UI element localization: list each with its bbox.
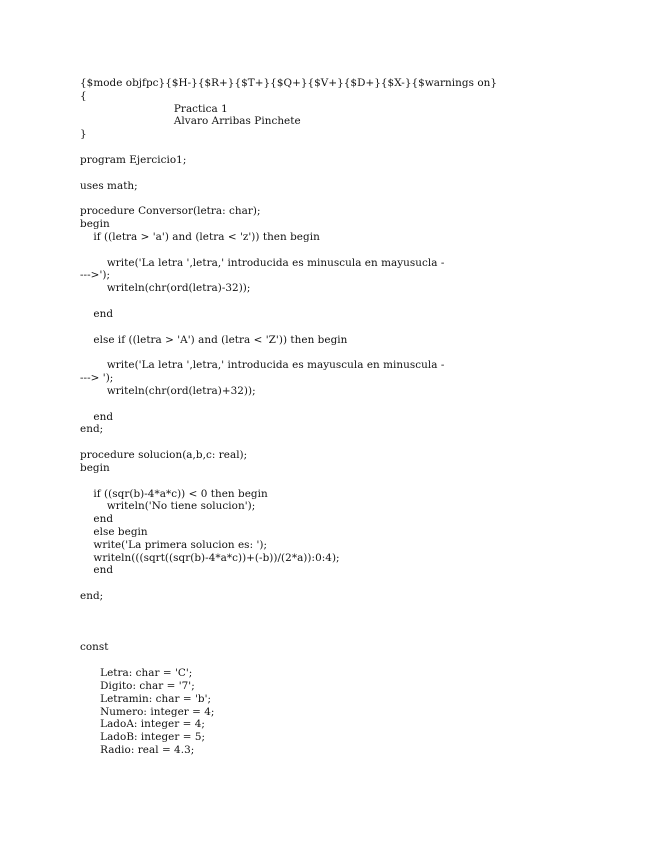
code-line: program Ejercicio1; (80, 153, 187, 166)
source-code (80, 77, 497, 757)
code-line: Letra: char = 'C'; (80, 667, 193, 680)
code-line (80, 295, 497, 308)
code-line (80, 167, 497, 180)
code-line: else begin (80, 525, 148, 538)
code-line: Radio: real = 4.3; (80, 744, 195, 757)
code-line: else if ((letra > 'A') and (letra < 'Z')) then begin (80, 333, 348, 346)
code-line: write('La letra ',letra,' introducida es mayuscula en minuscula - (80, 359, 445, 372)
code-line: {$mode objfpc}{$H-}{$R+}{$T+}{$Q+}{$V+}{$D+}{$X-}{$warnings on} (80, 77, 498, 89)
code-line: { (80, 89, 87, 102)
code-line: end (80, 307, 114, 320)
code-line: writeln(((sqrt((sqr(b)-4*a*c))+(-b))/(2*a)):0:4); (80, 551, 340, 564)
code-line: begin (80, 218, 110, 231)
code-line: procedure Conversor(letra: char); (80, 205, 261, 218)
code-line (80, 244, 497, 257)
code-line: const (80, 641, 109, 654)
code-line: Letramin: char = 'b'; (80, 692, 212, 705)
code-line (80, 141, 497, 154)
code-line (80, 654, 497, 667)
code-line: if ((letra > 'a') and (letra < 'z')) then begin (80, 230, 320, 243)
code-line: writeln(chr(ord(letra)+32)); (80, 384, 256, 397)
code-line: ---> '); (80, 372, 114, 385)
code-line (80, 192, 497, 205)
code-line: writeln(chr(ord(letra)-32)); (80, 282, 251, 295)
code-line: Digito: char = '7'; (80, 679, 195, 692)
code-line: } (80, 128, 87, 141)
code-line (80, 603, 497, 616)
code-line: LadoA: integer = 4; (80, 718, 205, 731)
code-line (80, 436, 497, 449)
code-line: Alvaro Arribas Pinchete (80, 115, 301, 128)
code-line: Numero: integer = 4; (80, 705, 215, 718)
code-line (80, 577, 497, 590)
code-line: end; (80, 590, 104, 603)
code-line: procedure solucion(a,b,c: real); (80, 449, 248, 462)
code-line: end (80, 513, 114, 526)
code-line (80, 616, 497, 629)
code-line (80, 398, 497, 411)
code-line: LadoB: integer = 5; (80, 731, 206, 744)
code-line: writeln('No tiene solucion'); (80, 500, 256, 513)
code-line (80, 321, 497, 334)
code-line: write('La primera solucion es: '); (80, 538, 268, 551)
code-line: uses math; (80, 179, 138, 192)
code-line: --->'); (80, 269, 110, 282)
code-line (80, 629, 497, 642)
code-line (80, 346, 497, 359)
code-line: begin (80, 461, 110, 474)
code-line: write('La letra ',letra,' introducida es minuscula en mayusucla - (80, 256, 445, 269)
code-line: end (80, 564, 114, 577)
code-line (80, 475, 497, 488)
code-line: end; (80, 423, 104, 436)
code-line: end (80, 410, 114, 423)
code-line: if ((sqr(b)-4*a*c)) < 0 then begin (80, 487, 268, 500)
code-line: Practica 1 (80, 102, 228, 115)
